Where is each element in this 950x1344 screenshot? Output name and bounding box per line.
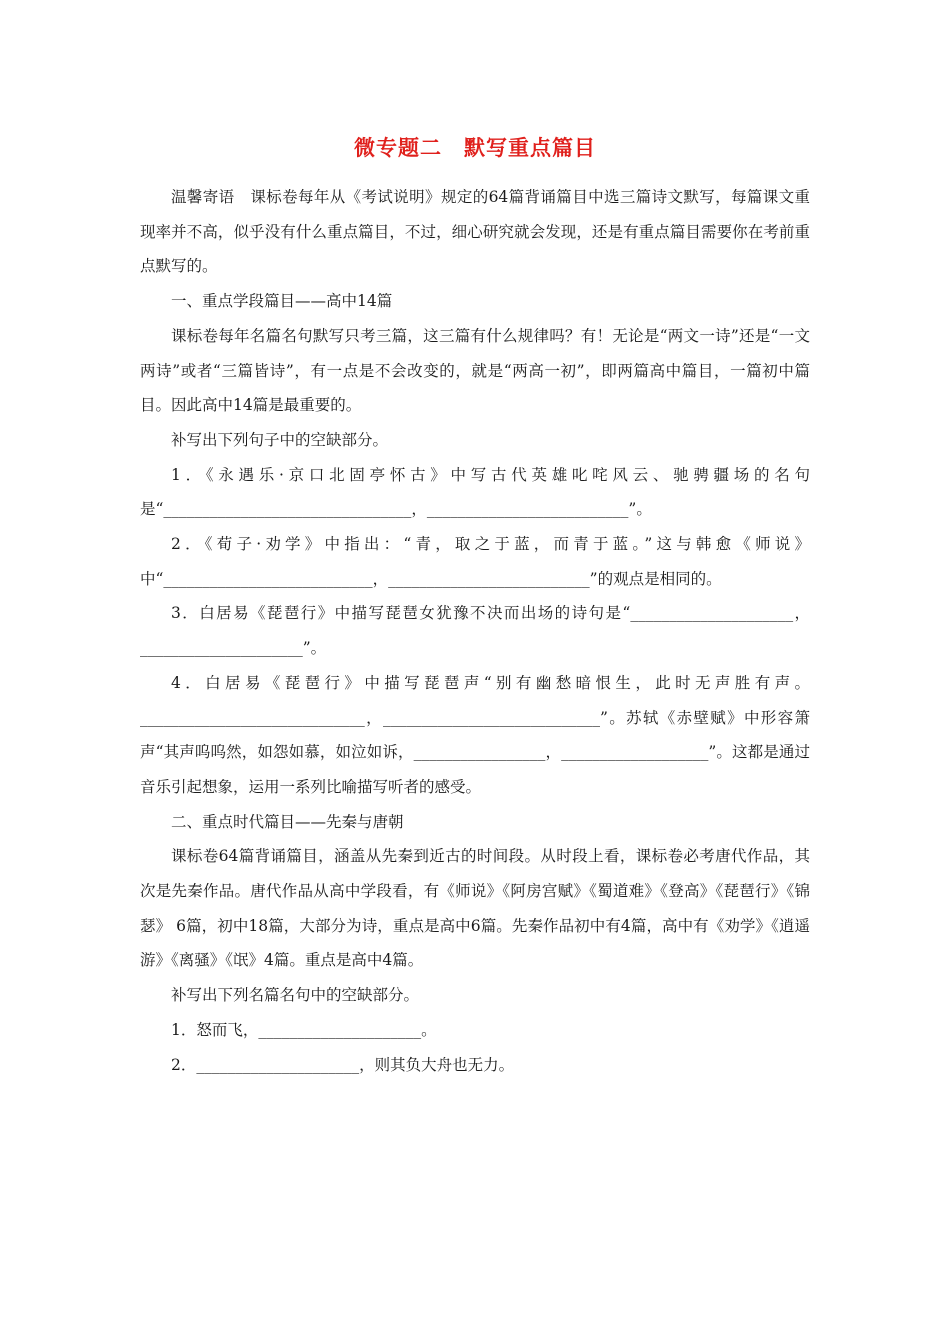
question-2-1: 1．怒而飞，_____________________。 bbox=[171, 1020, 437, 1039]
document-page bbox=[140, 128, 810, 1082]
section-2-instruction: 补写出下列名篇名句中的空缺部分。 bbox=[171, 986, 420, 1005]
question-1-4: 4．白居易《琵琶行》中描写琵琶声“别有幽愁暗恨生，此时无声胜有声。_____________________________，____________________________”。苏轼《赤壁赋》中形容箫声“其声呜呜然，如怨如慕，如泣如诉，_________________，___________________”。这都是通过音乐引起想象，运用一系列比喻描写听者的感受。 bbox=[140, 673, 810, 796]
section-heading-1: 一、重点学段篇目——高中14篇 bbox=[171, 292, 393, 311]
intro-paragraph: 温馨寄语 课标卷每年从《考试说明》规定的64篇背诵篇目中选三篇诗文默写，每篇课文重现率并不高，似乎没有什么重点篇目，不过，细心研究就会发现，还是有重点篇目需要你在考前重点默写的。 bbox=[140, 188, 810, 276]
question-2-2: 2．_____________________，则其负大舟也无力。 bbox=[171, 1055, 515, 1074]
question-1-2: 2．《荀子·劝学》中指出：“青，取之于蓝，而青于蓝。”这与韩愈《师说》中“___________________________，__________________________”的观点是相同的。 bbox=[140, 535, 810, 588]
section-2-description: 课标卷64篇背诵篇目，涵盖从先秦到近古的时间段。从时段上看，课标卷必考唐代作品，其次是先秦作品。唐代作品从高中学段看，有《师说》《阿房宫赋》《蜀道难》《登高》《琵琶行》《锦瑟》 6篇，初中18篇，大部分为诗，重点是高中6篇。先秦作品初中有4篇，高中有《劝学》《逍遥游》《离骚》《氓》4篇。重点是高中4篇。 bbox=[140, 847, 810, 970]
question-1-1: 1．《永遇乐·京口北固亭怀古》中写古代英雄叱咤风云、驰骋疆场的名句是“________________________________，__________________________”。 bbox=[140, 465, 810, 519]
section-heading-2: 二、重点时代篇目——先秦与唐朝 bbox=[171, 812, 404, 831]
section-1-description: 课标卷每年名篇名句默写只考三篇，这三篇有什么规律吗？有！无论是“两文一诗”还是“一文两诗”或者“三篇皆诗”，有一点是不会改变的，就是“两高一初”，即两篇高中篇目，一篇初中篇目。因此高中14篇是最重要的。 bbox=[140, 326, 810, 415]
question-1-3: 3．白居易《琵琶行》中描写琵琶女犹豫不决而出场的诗句是“_____________________，_____________________”。 bbox=[140, 604, 810, 658]
page-title: 微专题二 默写重点篇目 bbox=[354, 136, 596, 160]
section-1-instruction: 补写出下列句子中的空缺部分。 bbox=[171, 430, 389, 449]
